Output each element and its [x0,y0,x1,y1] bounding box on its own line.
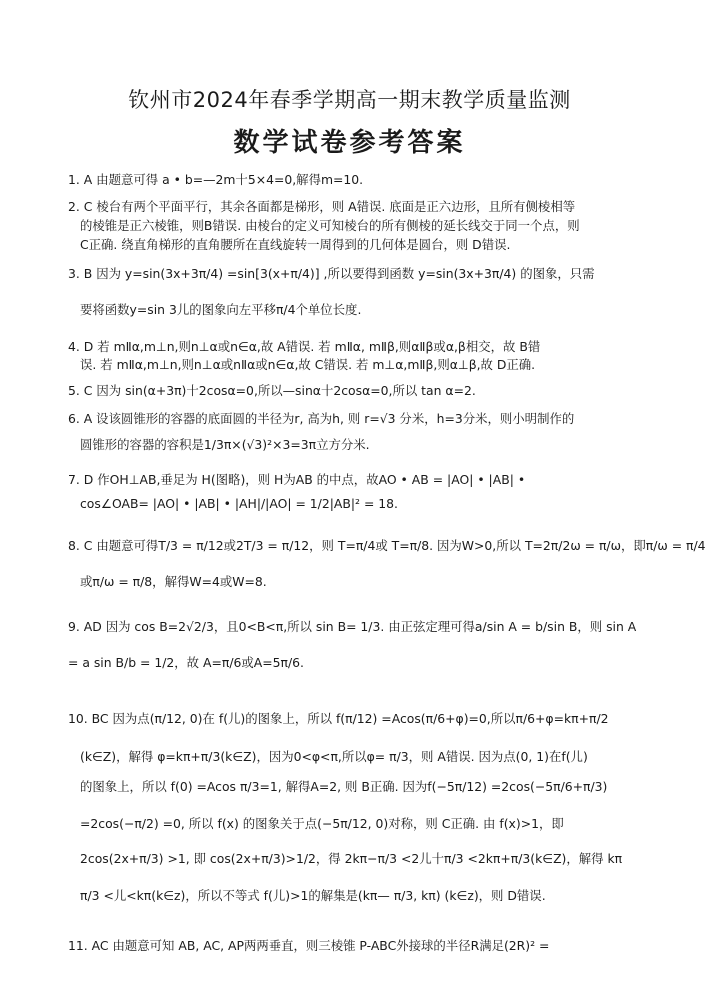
document-subtitle: 数学试卷参考答案 [233,128,466,158]
answer-4-line-2: 误. 若 mⅡα,m⊥n,则n⊥α或nⅡα或n∈α,故 C错误. 若 m⊥α,mⅡβ,则α⊥β,故 D正确. [80,357,536,372]
answer-6-line-2: 圆锥形的容器的容积是1/3π×(√3)²×3=3π立方分米. [80,437,370,452]
answer-10-line-2: (k∈Z)，解得 φ=kπ+π/3(k∈Z)，因为0<φ<π,所以φ= π/3，则 A错误. 因为点(0, 1)在f(儿) [80,749,588,764]
answer-8-line-1: 8. C 由题意可得T/3 = π/12或2T/3 = π/12，则 T=π/4或 T=π/8. 因为W>0,所以 T=2π/2ω = π/ω，即π/ω = π/4 [68,538,706,553]
answer-5-line-1: 5. C 因为 sin(α+3π)十2cosα=0,所以—sinα十2cosα=0,所以 tan α=2. [68,383,476,398]
answer-3-line-1: 3. B 因为 y=sin(3x+3π/4) =sin[3(x+π/4)] ,所以要得到函数 y=sin(3x+3π/4) 的图象，只需 [68,266,595,281]
answer-7-line-1: 7. D 作OH⊥AB,垂足为 H(图略)，则 H为AB 的中点，故AO • AB = |AO| • |AB| • [68,472,526,487]
answer-3-line-2: 要将函数y=sin 3儿的图象向左平移π/4个单位长度. [80,302,362,317]
answer-1-line-1: 1. A 由题意可得 a • b=—2m十5×4=0,解得m=10. [68,172,364,187]
answer-6-line-1: 6. A 设该圆锥形的容器的底面圆的半径为r, 高为h, 则 r=√3 分米，h=3分米，则小明制作的 [68,411,575,426]
answer-9-line-1: 9. AD 因为 cos B=2√2/3，且0<B<π,所以 sin B= 1/3. 由正弦定理可得a/sin A = b/sin B，则 sin A [68,619,637,634]
answer-9-line-2: = a sin B/b = 1/2，故 A=π/6或A=5π/6. [68,655,304,670]
answer-10-line-3: 的图象上，所以 f(0) =Acos π/3=1, 解得A=2, 则 B正确. 因为f(−5π/12) =2cos(−5π/6+π/3) [80,779,608,794]
document-title: 钦州市2024年春季学期高一期末教学质量监测 [128,88,571,112]
answer-2-line-1: 2. C 棱台有两个平面平行，其余各面都是梯形，则 A错误. 底面是正六边形，且所有侧棱相等 [68,199,576,214]
answer-10-line-6: π/3 <儿<kπ(k∈z)，所以不等式 f(儿)>1的解集是(kπ— π/3, kπ) (k∈z)，则 D错误. [80,888,546,903]
answer-10-line-5: 2cos(2x+π/3) >1, 即 cos(2x+π/3)>1/2，得 2kπ−π/3 <2儿十π/3 <2kπ+π/3(k∈Z)，解得 kπ [80,851,623,866]
answer-10-line-4: =2cos(−π/2) =0, 所以 f(x) 的图象关于点(−5π/12, 0)对称，则 C正确. 由 f(x)>1，即 [80,816,564,831]
answer-11-line-1: 11. AC 由题意可知 AB, AC, AP两两垂直，则三棱锥 P-ABC外接球的半径R满足(2R)² = [68,938,550,953]
answer-8-line-2: 或π/ω = π/8，解得W=4或W=8. [80,574,267,589]
answer-7-line-2: cos∠OAB= |AO| • |AB| • |AH|/|AO| = 1/2|AB|² = 18. [80,496,398,511]
answer-2-line-3: C正确. 绕直角梯形的直角腰所在直线旋转一周得到的几何体是圆台，则 D错误. [80,237,511,252]
answer-2-line-2: 的棱锥是正六棱锥，则B错误. 由棱台的定义可知棱台的所有侧棱的延长线交于同一个点，则 [80,218,580,233]
answer-4-line-1: 4. D 若 mⅡα,m⊥n,则n⊥α或n∈α,故 A错误. 若 mⅡα, mⅡβ,则αⅡβ或α,β相交，故 B错 [68,339,541,354]
answer-10-line-1: 10. BC 因为点(π/12, 0)在 f(儿)的图象上，所以 f(π/12) =Acos(π/6+φ)=0,所以π/6+φ=kπ+π/2 [68,711,609,726]
